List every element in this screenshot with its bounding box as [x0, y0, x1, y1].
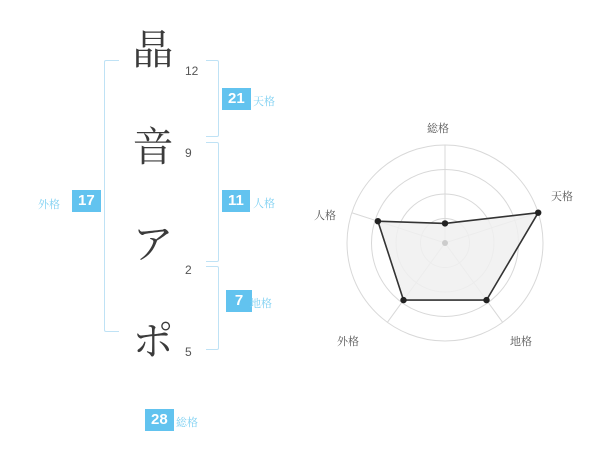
- character-3: ア: [132, 220, 174, 269]
- gaikaku-label: 外格: [38, 198, 60, 211]
- name-stroke-panel: [0, 0, 300, 470]
- stroke-count-2: 9: [185, 146, 192, 160]
- soukaku-label: 総格: [176, 416, 198, 429]
- chikaku-label: 地格: [250, 297, 272, 310]
- outer-bracket: [104, 60, 119, 332]
- radar-axis-label-tenkaku: 天格: [551, 190, 573, 203]
- gaikaku-badge: 17: [72, 190, 101, 212]
- jinkaku-badge: 11: [222, 190, 250, 212]
- character-1: 晶: [132, 25, 174, 74]
- radar-axis-label-soukaku: 総格: [427, 122, 449, 135]
- chikaku-badge: 7: [226, 290, 252, 312]
- tenkaku-badge: 21: [222, 88, 251, 110]
- tenkaku-label: 天格: [253, 95, 275, 108]
- tenkaku-bracket: [206, 60, 219, 137]
- radar-axis-label-jinkaku: 人格: [314, 209, 336, 222]
- stroke-count-1: 12: [185, 64, 199, 78]
- radar-chart: [300, 0, 600, 470]
- jinkaku-bracket: [206, 142, 219, 262]
- character-4: ポ: [132, 317, 174, 366]
- character-2: 音: [132, 122, 174, 171]
- jinkaku-label: 人格: [253, 197, 275, 210]
- stroke-count-4: 5: [185, 345, 192, 359]
- chikaku-bracket: [206, 266, 219, 350]
- radar-axis-label-gaikaku: 外格: [337, 335, 359, 348]
- radar-axis-label-chikaku: 地格: [510, 335, 532, 348]
- stroke-count-3: 2: [185, 263, 192, 277]
- radar-chart-panel: [300, 0, 600, 470]
- soukaku-badge: 28: [145, 409, 174, 431]
- character-column: [124, 26, 182, 366]
